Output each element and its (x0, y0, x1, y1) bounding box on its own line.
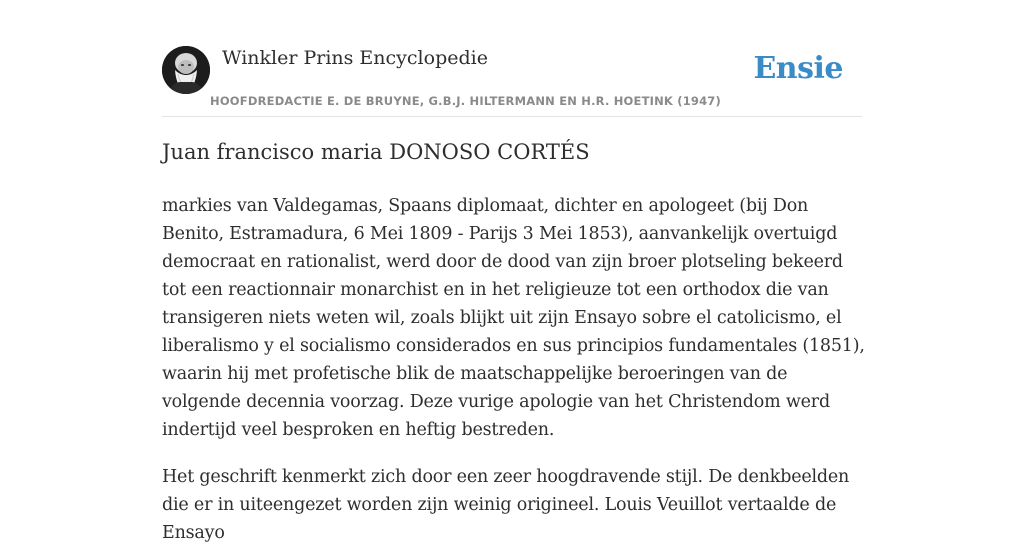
page-container (162, 0, 865, 543)
article-title: Juan francisco maria DONOSO CORTÉS (162, 140, 590, 164)
site-header (162, 46, 862, 117)
article-paragraph: Het geschrift kenmerkt zich door een zeer hoogdravende stijl. De denkbeelden die er in uiteengezet worden zijn weinig origineel. Louis Veuillot vertaalde de Ensayo (162, 467, 850, 543)
avatar[interactable] (162, 46, 210, 94)
brand-logo-link[interactable]: Ensie (753, 51, 843, 86)
bearded-man-portrait-icon (162, 46, 210, 94)
editors-line: HOOFDREDACTIE E. DE BRUYNE, G.B.J. HILTERMANN EN H.R. HOETINK (1947) (210, 94, 721, 108)
site-title[interactable]: Winkler Prins Encyclopedie (222, 47, 488, 69)
article-paragraph: markies van Valdegamas, Spaans diplomaat, dichter en apologeet (bij Don Benito, Estramadura, 6 Mei 1809 - Parijs 3 Mei 1853), aanvankelijk overtuigd democraat en rationalist, werd door de dood van zijn broer plotseling bekeerd tot een reactionnair monarchist en in het religieuze tot een orthodox die van transigeren niets weten wil, zoals blijkt uit zijn Ensayo sobre el catolicismo, el liberalismo y el socialismo considerados en sus principios fundamentales (1851), waarin hij met profetische blik de maatschappelijke beroeringen van de volgende decennia voorzag. Deze vurige apologie van het Christendom werd indertijd veel besproken en heftig bestreden. (162, 196, 865, 440)
